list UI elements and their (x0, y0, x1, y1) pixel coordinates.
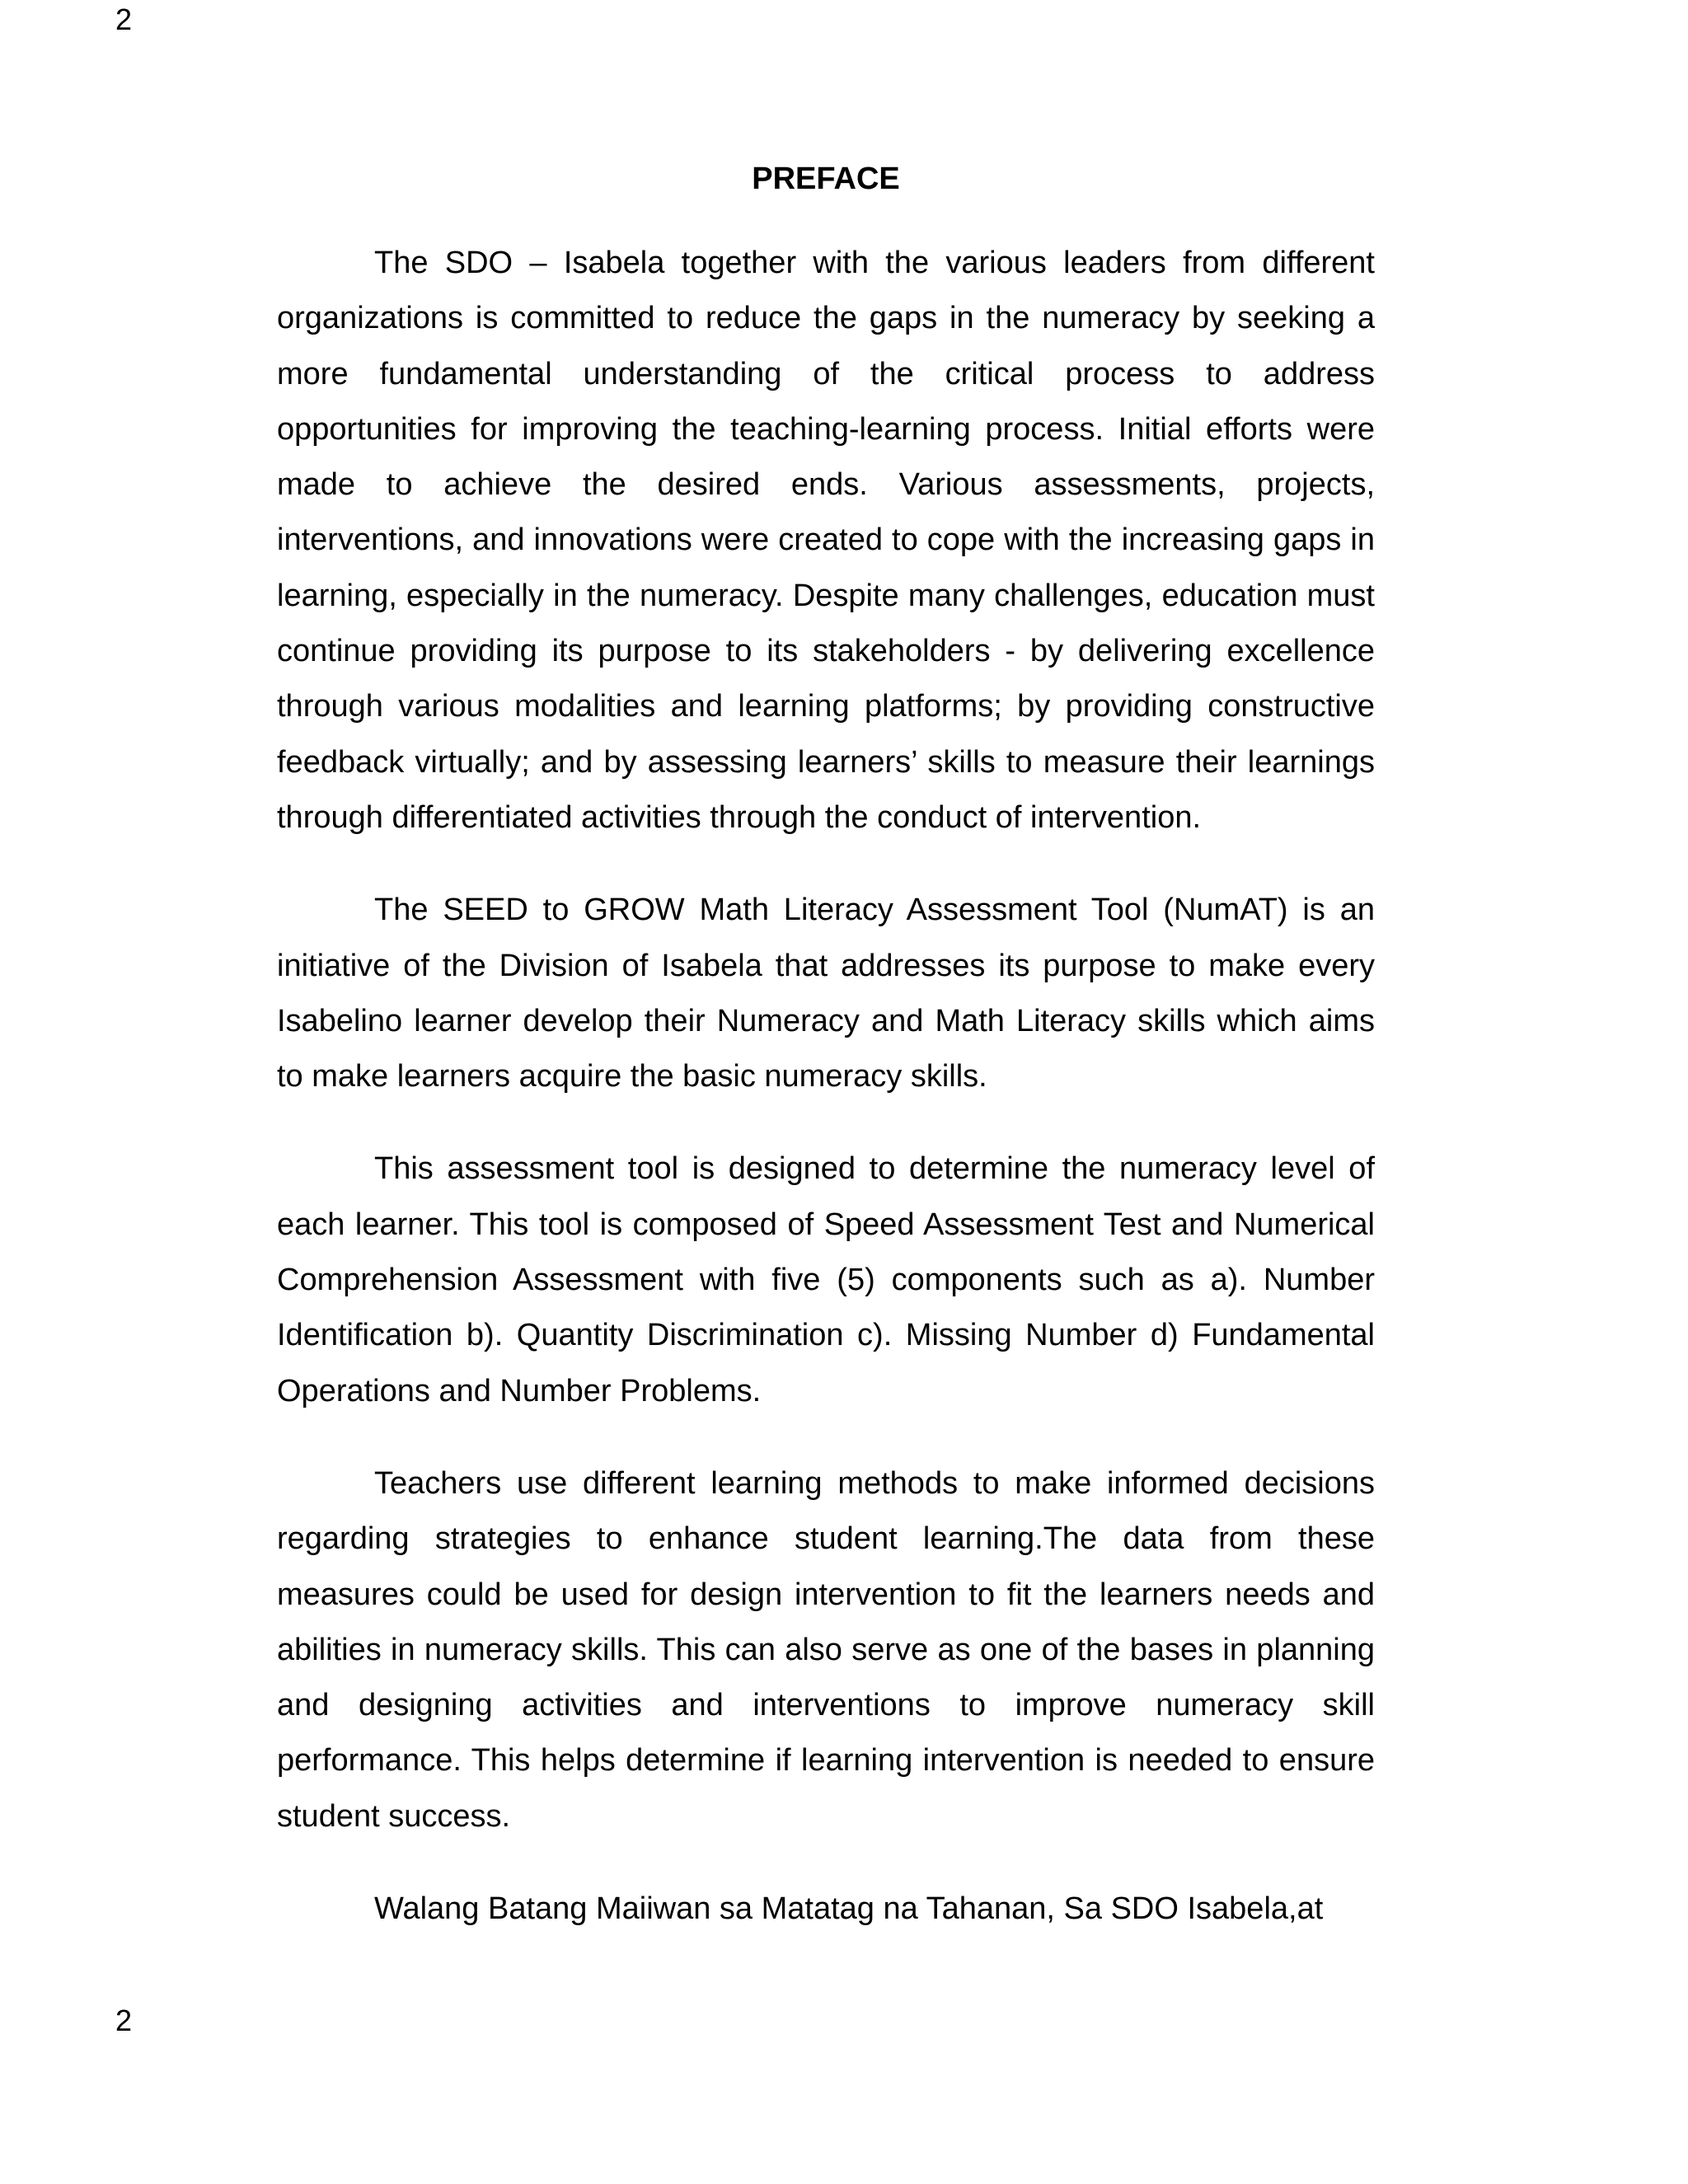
page-number-top: 2 (115, 2, 133, 36)
paragraph-assessment-tool: This assessment tool is designed to determine the numeracy level of each learner. This tool is composed of Speed Assessment Test and Numerical Comprehension Assessment with five (5) components such as a). Number Identification b). Quantity Discrimination c). Missing Number d) Fundamental Operations and Number Problems. (277, 1151, 1375, 1408)
paragraph-closing: Walang Batang Maiiwan sa Matatag na Tahanan, Sa SDO Isabela,at (374, 1891, 1324, 1927)
page-title: PREFACE (752, 162, 900, 196)
paragraph-intro: The SDO – Isabela together with the various leaders from different organizations is committed to reduce the gaps in the numeracy by seeking a more fundamental understanding of the critical process to address opportunities for improving the teaching-learning process. Initial efforts were made to achieve the desired ends. Various assessments, projects, interventions, and innovations were created to cope with the increasing gaps in learning, especially in the numeracy. Despite many challenges, education must continue providing its purpose to its stakeholders - by delivering excellence through various modalities and learning platforms; by providing constructive feedback virtually; and by assessing learners’ skills to measure their learnings through differentiated activities through the conduct of intervention. (277, 246, 1375, 835)
paragraph-teachers: Teachers use different learning methods to make informed decisions regarding strategies to enhance student learning.The data from these measures could be used for design intervention to fit the learners needs and abilities in numeracy skills. This can also serve as one of the bases in planning and designing activities and interventions to improve numeracy skill performance. This helps determine if learning intervention is needed to ensure student success. (277, 1465, 1375, 1834)
preface-body (277, 236, 1375, 1937)
page-number-bottom: 2 (115, 2004, 133, 2037)
paragraph-numat: The SEED to GROW Math Literacy Assessment Tool (NumAT) is an initiative of the Division of Isabela that addresses its purpose to make every Isabelino learner develop their Numeracy and Math Literacy skills which aims to make learners acquire the basic numeracy skills. (277, 893, 1375, 1094)
